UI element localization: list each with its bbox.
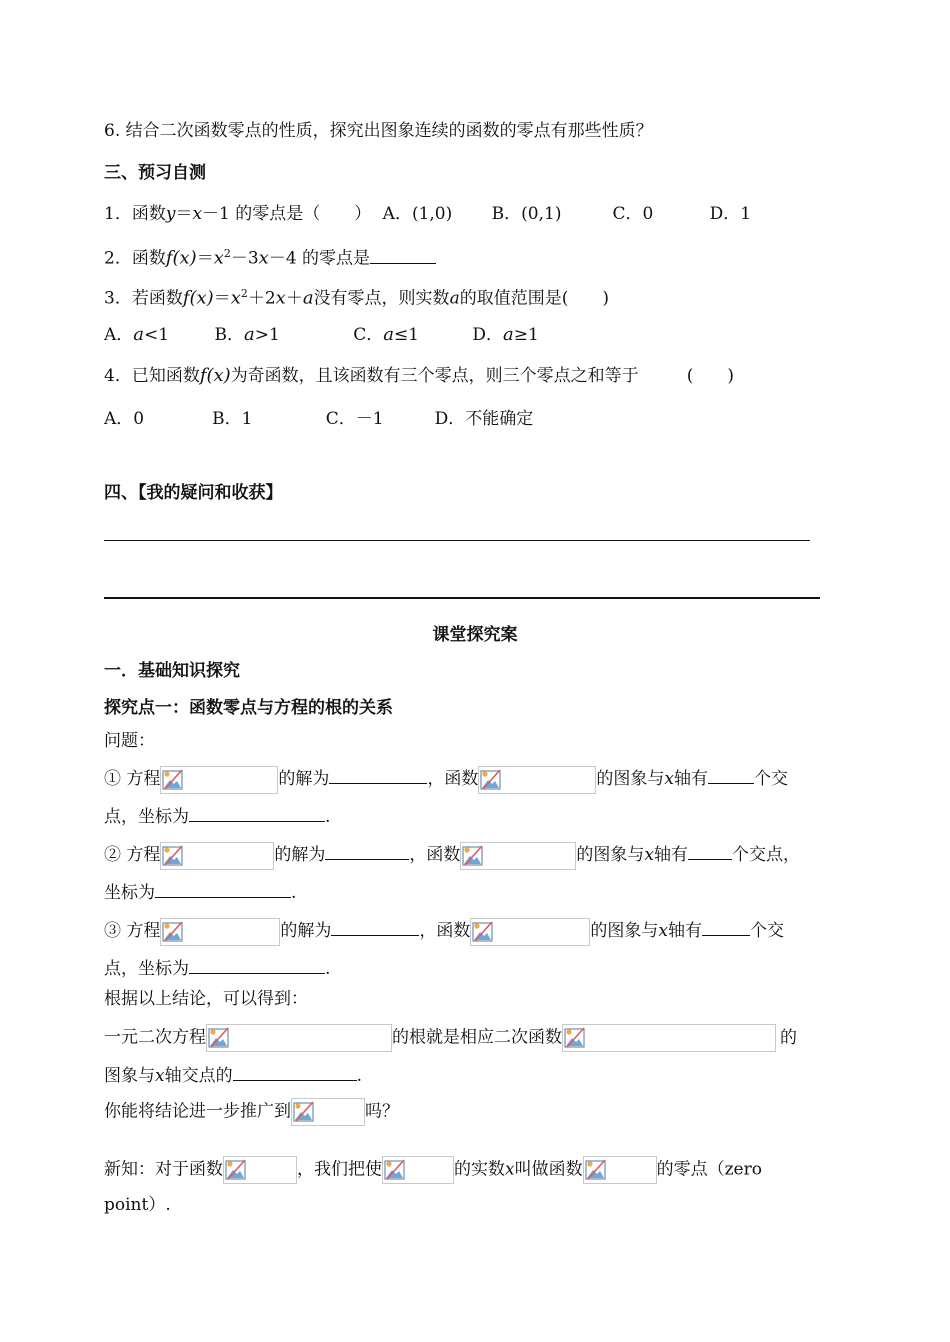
broken-image-icon [207,1025,231,1049]
answer-blank[interactable] [370,245,436,264]
broken-image-icon [584,1157,608,1181]
answer-blank[interactable] [688,841,732,860]
problem-1: ① 方程 的解为 ，函数 的图象与x轴有 个交 [104,765,788,794]
broken-image-icon [161,919,185,943]
question-6: 6. 结合二次函数零点的性质，探究出图象连续的函数的零点有那些性质？ [104,121,653,141]
test-item-4-options: A．0 B．1 C．－1 D．不能确定 [104,409,534,429]
quadratic-function-image [562,1024,776,1052]
broken-image-icon [161,843,185,867]
answer-blank[interactable] [329,765,427,784]
broken-image-icon [563,1025,587,1049]
broken-image-icon [383,1157,407,1181]
equation-image [160,842,274,870]
answer-blank[interactable] [189,955,325,974]
inquiry-point-1: 探究点一：函数零点与方程的根的关系 [104,698,393,718]
test-item-3: 3．若函数$f(x)=x^2+2x+a$没有零点，则实数a的取值范围是( ) [104,287,609,309]
answer-blank[interactable] [233,1062,357,1081]
broken-image-icon [224,1157,248,1181]
quadratic-conclusion: 一元二次方程 的根就是相应二次函数 的 [104,1024,797,1052]
condition-image [382,1156,454,1184]
problem-3: ③ 方程 的解为 ，函数 的图象与x轴有 个交 [104,917,784,946]
function-image [583,1156,657,1184]
broken-image-icon [161,767,185,791]
test-item-3-options: A．a<1 B．a>1 C．a≤1 D．a≥1 [104,324,539,345]
function-image [223,1156,297,1184]
problem-2-cont: 坐标为 . [104,879,296,904]
section-3-heading: 三、预习自测 [104,163,206,183]
broken-image-icon [461,843,485,867]
broken-image-icon [292,1099,316,1123]
new-knowledge-cont: point）. [104,1195,171,1215]
basic-knowledge-heading: 一．基础知识探究 [104,661,240,681]
problem-2: ② 方程 的解为 ，函数 的图象与x轴有 个交点， [104,841,800,870]
answer-blank[interactable] [189,803,325,822]
generalize-question: 你能将结论进一步推广到 吗？ [104,1098,399,1126]
test-item-2: 2．函数$f(x)=x^2-3x-4$ 的零点是 [104,243,436,270]
function-image [470,918,590,946]
equation-image [160,918,280,946]
answer-blank[interactable] [155,879,291,898]
writing-line [104,540,810,541]
new-knowledge: 新知：对于函数 ，我们把使 的实数x叫做函数 的零点（zero [104,1156,762,1184]
answer-blank[interactable] [702,917,750,936]
class-inquiry-title: 课堂探究案 [432,625,518,645]
answer-blank[interactable] [325,841,409,860]
function-image [460,842,576,870]
quadratic-conclusion-cont: 图象与x轴交点的 . [104,1062,362,1087]
test-item-1-options: A．(1,0) B．(0,1) C．0 D．1 [382,204,752,224]
broken-image-icon [471,919,495,943]
quadratic-equation-image [206,1024,392,1052]
problem-1-cont: 点，坐标为 . [104,803,330,828]
test-item-4: 4．已知函数f(x)为奇函数，且该函数有三个零点，则三个零点之和等于 ( ) [104,365,734,386]
function-image [478,766,596,794]
problem-3-cont: 点，坐标为 . [104,955,330,980]
answer-blank[interactable] [331,917,419,936]
equation-image [160,766,278,794]
test-item-1: 1．函数y＝x－1 的零点是（ ） A．(1,0) B．(0,1) C．0 D．1 [104,204,752,224]
conclusion-intro: 根据以上结论，可以得到： [104,989,308,1009]
broken-image-icon [479,767,503,791]
general-function-image [291,1098,365,1126]
question-label: 问题： [104,731,155,751]
answer-blank[interactable] [708,765,754,784]
section-divider [104,597,820,599]
section-4-heading: 四、【我的疑问和收获】 [104,483,283,503]
